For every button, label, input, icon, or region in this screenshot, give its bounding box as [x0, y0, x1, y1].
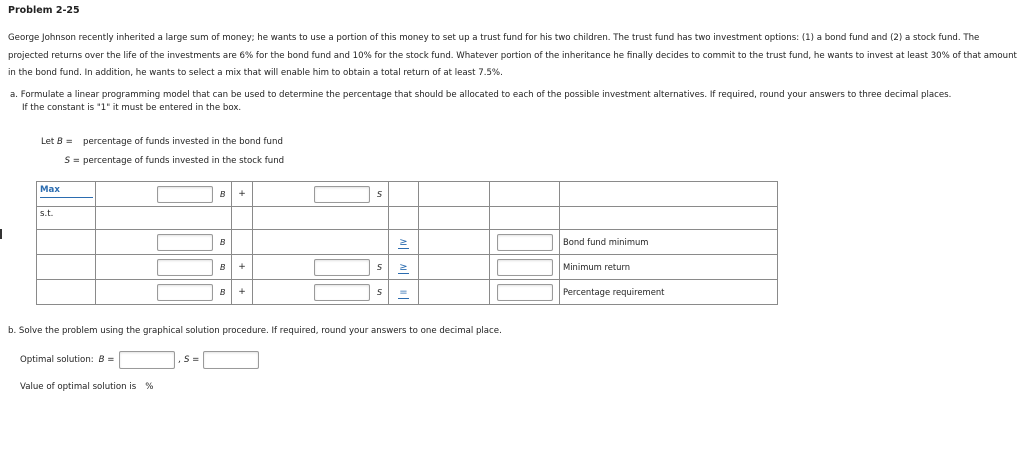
c3-coef-b-input[interactable] [157, 284, 213, 301]
constraint-name: Bond fund minimum [560, 230, 778, 255]
objective-type-select[interactable]: Max [40, 185, 93, 198]
part-a-text: a. Formulate a linear programming model that can be used to determine the percentage that should be allocated to each of the possible investment alternatives. If required, round your answers to three decimal places. [10, 90, 952, 100]
def-s-text: percentage of funds invested in the stock fund [83, 156, 285, 166]
percent-unit: % [145, 382, 154, 392]
part-a-note: If the constant is "1" it must be entered in the box. [22, 103, 242, 113]
plus-sign: + [232, 280, 253, 305]
constraint-row-2: B + S ≥ Minimum return [37, 255, 778, 280]
part-b-question: b. Solve the problem using the graphical solution procedure. If required, round your answers to one decimal place. [8, 326, 502, 336]
constraint-row-1: B ≥ Bond fund minimum [37, 230, 778, 255]
obj-coef-b-input[interactable] [157, 186, 213, 203]
objective-row: Max B + S [37, 182, 778, 207]
problem-title: Problem 2-25 [8, 5, 80, 16]
def-b-lhs: Let B = [41, 137, 73, 147]
lp-model-table [36, 181, 778, 305]
subject-to-row [37, 207, 778, 230]
constraint-name: Percentage requirement [560, 280, 778, 305]
c3-rhs-input[interactable] [497, 284, 553, 301]
c2-coef-s-input[interactable] [314, 259, 370, 276]
constraint-name: Minimum return [560, 255, 778, 280]
c1-rhs-input[interactable] [497, 234, 553, 251]
part-a-question [10, 89, 1020, 115]
subject-to-label: s.t. [40, 209, 54, 219]
c2-rhs-input[interactable] [497, 259, 553, 276]
constraint-row-3: B + S = Percentage requirement [37, 280, 778, 305]
b-eq-label: B = [98, 355, 115, 365]
optimal-b-input[interactable] [119, 351, 175, 369]
c3-coef-s-input[interactable] [314, 284, 370, 301]
optimal-s-input[interactable] [203, 351, 259, 369]
optimal-value-row [20, 382, 153, 392]
obj-coef-s-input[interactable] [314, 186, 370, 203]
s-eq-label: , S = [178, 355, 200, 365]
c1-relation-select[interactable]: ≥ [399, 236, 408, 248]
problem-description: George Johnson recently inherited a large sum of money; he wants to use a portion of this money to set up a trust fund for his two children. The trust fund has two investment options: (1) a bond fund and (2) a stock fund. The projected returns over the life of the investments are 6% for the bond fund and 10% for the stock fund. Whatever portion of the inheritance he finally decides to commit to the trust fund, he wants to invest at least 30% of that amount in the bond fund. In addition, he wants to select a mix that will enable him to obtain a total return of at least 7.5%. [8, 33, 1017, 78]
c2-relation-select[interactable]: ≥ [399, 261, 408, 273]
plus-sign: + [232, 182, 253, 207]
optimal-solution-label: Optimal solution: [20, 355, 94, 365]
c2-coef-b-input[interactable] [157, 259, 213, 276]
left-edge-marker [0, 229, 2, 239]
optimal-solution-row [20, 351, 259, 369]
def-s-lhs: S = [64, 156, 80, 166]
c3-relation-select[interactable]: = [399, 286, 408, 298]
def-b-text: percentage of funds invested in the bond fund [83, 137, 283, 147]
c1-coef-b-input[interactable] [157, 234, 213, 251]
optimal-value-label: Value of optimal solution is [20, 382, 137, 392]
plus-sign: + [232, 255, 253, 280]
variable-definitions [41, 133, 284, 171]
